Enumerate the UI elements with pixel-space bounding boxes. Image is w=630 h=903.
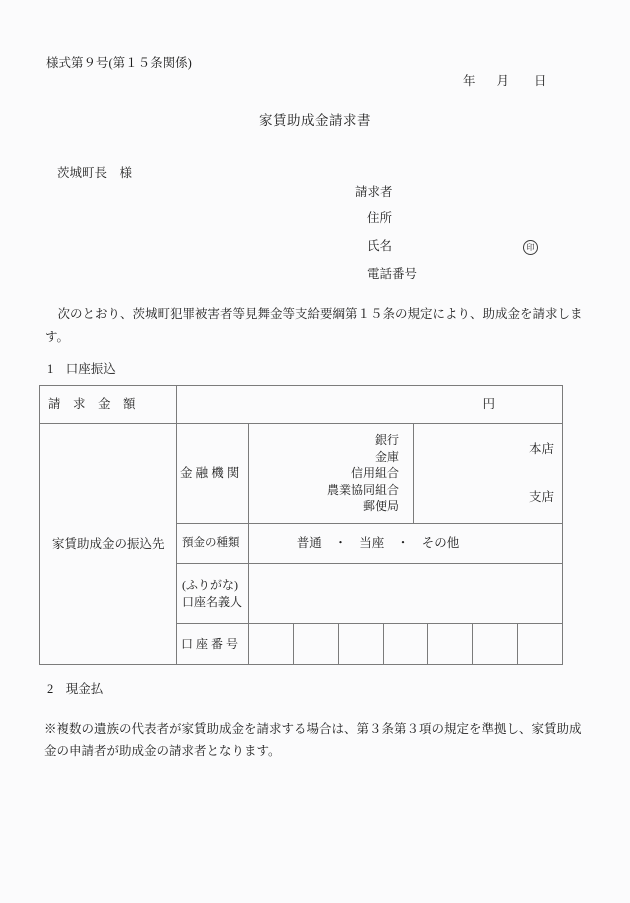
claim-amount-row xyxy=(40,386,563,424)
date-line xyxy=(463,73,547,90)
claimant-address-label: 住所 xyxy=(367,211,393,225)
branch-label-head-office: 本店 xyxy=(529,442,555,456)
account-number-grid-flex xyxy=(249,624,562,664)
transfer-table xyxy=(39,385,563,665)
amount-unit-label: 円 xyxy=(482,397,496,411)
account-digit-cell xyxy=(427,624,472,664)
claimant-heading: 請求者 xyxy=(355,185,393,199)
account-holder-label xyxy=(177,564,249,624)
transfer-destination-label: 家賃助成金の振込先 xyxy=(40,424,177,665)
note-paragraph: ※複数の遺族の代表者が家賃助成金を請求する場合は、第３条第３項の規定を準拠し、家賃助成金の申請者が助成金の請求者となります。 xyxy=(44,722,582,758)
deposit-options: 普通 ・ 当座 ・ その他 xyxy=(249,524,563,564)
account-digit-cell xyxy=(383,624,428,664)
section-2-heading: 2 現金払 xyxy=(47,682,104,696)
addressee: 茨城町長 様 xyxy=(57,166,133,180)
account-number-grid xyxy=(249,624,563,665)
institution-type-item: 銀行 xyxy=(374,433,399,448)
seal-icon xyxy=(523,240,538,255)
institution-type-item: 郵便局 xyxy=(362,499,399,514)
account-digit-cell xyxy=(293,624,338,664)
financial-institution-label: 金 融 機 関 xyxy=(177,424,249,524)
branch-cell xyxy=(414,424,563,524)
deposit-type-label: 預金の種類 xyxy=(177,524,249,564)
furigana-label: (ふりがな) xyxy=(182,577,238,592)
form-number: 様式第９号(第１５条関係) xyxy=(46,56,192,70)
seal-character: 印 xyxy=(526,242,535,252)
institution-type-item: 農業協同組合 xyxy=(326,482,399,497)
document-title: 家賃助成金請求書 xyxy=(259,113,371,128)
claim-amount-field xyxy=(177,386,563,424)
branch-label-branch-office: 支店 xyxy=(529,490,555,504)
account-digit-cell xyxy=(517,624,562,664)
intro-paragraph: 次のとおり、茨城町犯罪被害者等見舞金等支給要綱第１５条の規定により、助成金を請求します。 xyxy=(45,307,583,344)
day-label: 日 xyxy=(534,74,547,88)
claimant-name-label: 氏名 xyxy=(367,239,393,253)
institution-type-item: 金庫 xyxy=(374,449,399,464)
account-digit-cell xyxy=(472,624,517,664)
section-1-heading: 1 口座振込 xyxy=(47,362,116,376)
account-digit-cell xyxy=(249,624,293,664)
month-label: 月 xyxy=(496,74,510,88)
year-label: 年 xyxy=(463,74,476,88)
account-holder-field xyxy=(249,564,563,624)
institution-type-item: 信用組合 xyxy=(350,466,399,481)
claimant-phone-label: 電話番号 xyxy=(367,267,418,281)
account-number-label: 口 座 番 号 xyxy=(177,624,249,665)
account-digit-cell xyxy=(338,624,383,664)
institution-type-list xyxy=(249,424,414,524)
financial-institution-row xyxy=(40,424,563,524)
claim-amount-label: 請 求 金 額 xyxy=(40,386,177,424)
account-holder-label-text: 口座名義人 xyxy=(182,594,243,609)
